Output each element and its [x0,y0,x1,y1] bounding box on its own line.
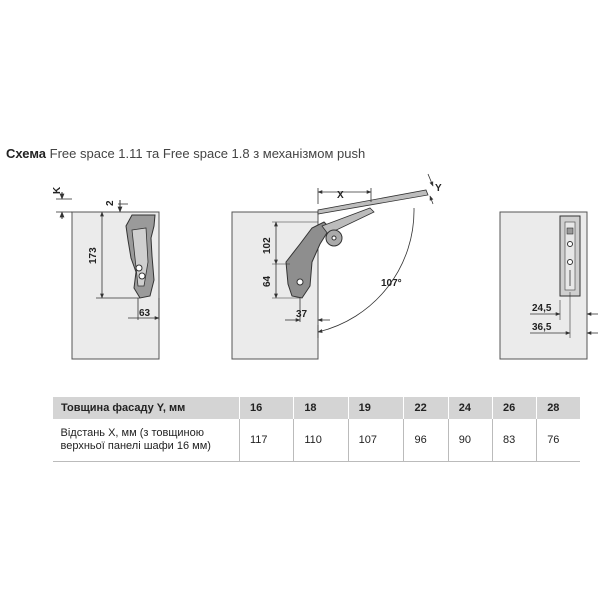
distance-cell: 83 [492,419,536,462]
title-rest: Free space 1.11 та Free space 1.8 з механізмом push [49,146,366,161]
distance-cell: 117 [240,419,294,462]
thickness-cell: 22 [404,397,448,419]
right-view [500,212,598,359]
dim-x-label: X [337,190,344,201]
title-bold: Схема [6,146,47,161]
dim-64-label: 64 [262,275,273,287]
header-label: Товщина фасаду Y, мм [53,397,240,419]
dim-37-label: 37 [296,309,308,320]
thickness-cell: 19 [348,397,404,419]
thickness-cell: 28 [537,397,580,419]
thickness-cell: 18 [294,397,348,419]
thickness-cell: 16 [240,397,294,419]
dim-y-label: Y [435,183,442,194]
dim-k-label: K [52,186,63,194]
dim-2-label: 2 [105,200,116,206]
thickness-cell: 26 [492,397,536,419]
open-flap [318,190,428,214]
table-distance-row [53,419,581,462]
dim-63-label: 63 [139,308,151,319]
row-label-line1: Відстань X, мм (з товщиною [60,427,204,439]
thickness-cell: 24 [448,397,492,419]
distance-cell: 96 [404,419,448,462]
spec-table [52,397,580,462]
dim-173-label: 173 [88,247,99,264]
distance-cell: 110 [294,419,348,462]
dim-102-label: 102 [262,237,273,254]
middle-view [232,174,442,359]
angle-107-label: 107° [381,278,402,289]
row-label [53,419,240,462]
left-view [52,186,159,359]
table-header-row [53,397,581,419]
dim-24-5-label: 24,5 [532,303,552,314]
distance-cell: 76 [537,419,580,462]
distance-cell: 90 [448,419,492,462]
row-label-line2: верхньої панелі шафи 16 мм) [60,440,211,452]
distance-cell: 107 [348,419,404,462]
dim-36-5-label: 36,5 [532,322,552,333]
